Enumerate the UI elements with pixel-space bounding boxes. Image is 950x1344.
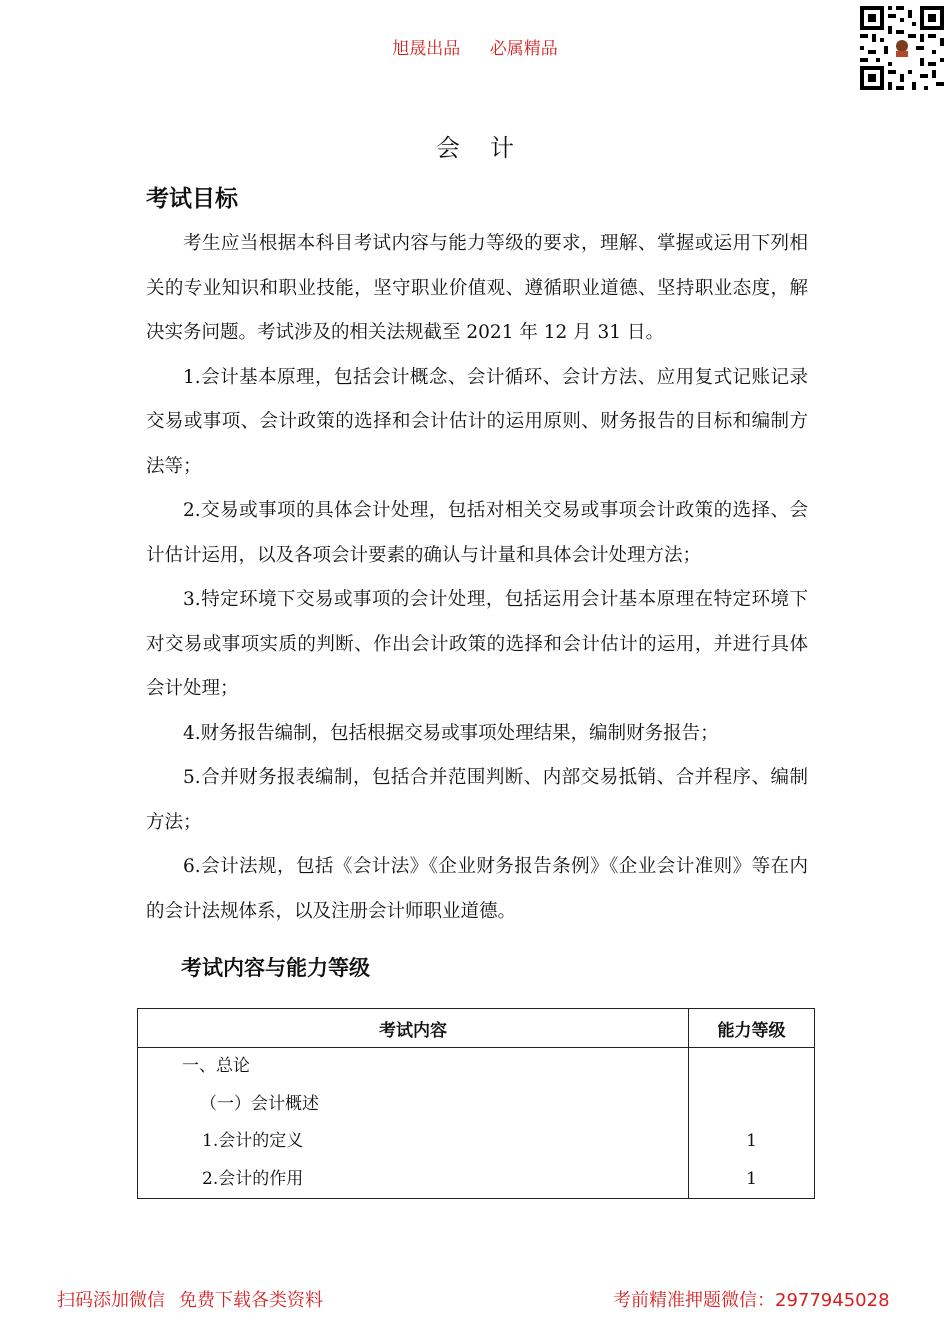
objective-item-2: 2.交易或事项的具体会计处理，包括对相关交易或事项会计政策的选择、会计估计运用，以及各项会计要素的确认与计量和具体会计处理方法； <box>146 500 808 566</box>
section-heading: 考试目标 <box>146 186 238 212</box>
objective-item-3: 3.特定环境下交易或事项的会计处理，包括运用会计基本原理在特定环境下对交易或事项实质的判断、作出会计政策的选择和会计估计的运用，并进行具体会计处理； <box>146 589 808 699</box>
objective-item-6: 6.会计法规，包括《会计法》《企业财务报告条例》《企业会计准则》等在内的会计法规体系，以及注册会计师职业道德。 <box>146 856 808 922</box>
table-row-level <box>689 1048 814 1086</box>
table-body <box>138 1048 815 1199</box>
objective-item-5: 5.合并财务报表编制，包括合并范围判断、内部交易抵销、合并程序、编制方法； <box>146 767 808 833</box>
footer-wechat-text: 考前精准押题微信：2977945028 <box>613 1290 890 1311</box>
table-row-level <box>689 1086 814 1124</box>
document-title: 会计 <box>436 134 544 162</box>
table-row-content: 1.会计的定义 <box>202 1131 304 1151</box>
brand-left-text: 旭晟出品 <box>392 39 461 59</box>
footer-scan-text: 扫码添加微信 <box>57 1290 165 1311</box>
objective-item-4: 4.财务报告编制，包括根据交易或事项处理结果，编制财务报告； <box>183 722 719 744</box>
intro-paragraph: 考生应当根据本科目考试内容与能力等级的要求，理解、掌握或运用下列相关的专业知识和职业技能，坚守职业价值观、遵循职业道德、坚持职业态度，解决实务问题。考试涉及的相关法规截至 2021 年 12 月 31 日。 <box>146 233 808 343</box>
content-level-table <box>137 1008 815 1199</box>
header-brand <box>0 34 950 59</box>
table-row-content: （一）会计概述 <box>200 1093 319 1114</box>
footer-left <box>57 1286 337 1312</box>
footer-download-text: 免费下载各类资料 <box>179 1290 323 1311</box>
table-subheading: 考试内容与能力等级 <box>181 956 370 980</box>
level-column <box>689 1048 815 1199</box>
qr-code-image <box>858 4 946 92</box>
header-level: 能力等级 <box>689 1009 815 1048</box>
table-header-row <box>138 1009 815 1048</box>
body-text <box>146 222 808 934</box>
table-row-level: 1 <box>746 1168 757 1189</box>
brand-right-text: 必属精品 <box>489 39 558 59</box>
table-row-content: 2.会计的作用 <box>202 1168 304 1189</box>
header-content: 考试内容 <box>138 1009 689 1048</box>
objective-item-1: 1.会计基本原理，包括会计概念、会计循环、会计方法、应用复式记账记录交易或事项、会计政策的选择和会计估计的运用原则、财务报告的目标和编制方法等； <box>146 366 808 477</box>
table-row-level: 1 <box>746 1131 757 1151</box>
table-row-content: 一、总论 <box>182 1056 250 1076</box>
content-column <box>138 1048 689 1199</box>
